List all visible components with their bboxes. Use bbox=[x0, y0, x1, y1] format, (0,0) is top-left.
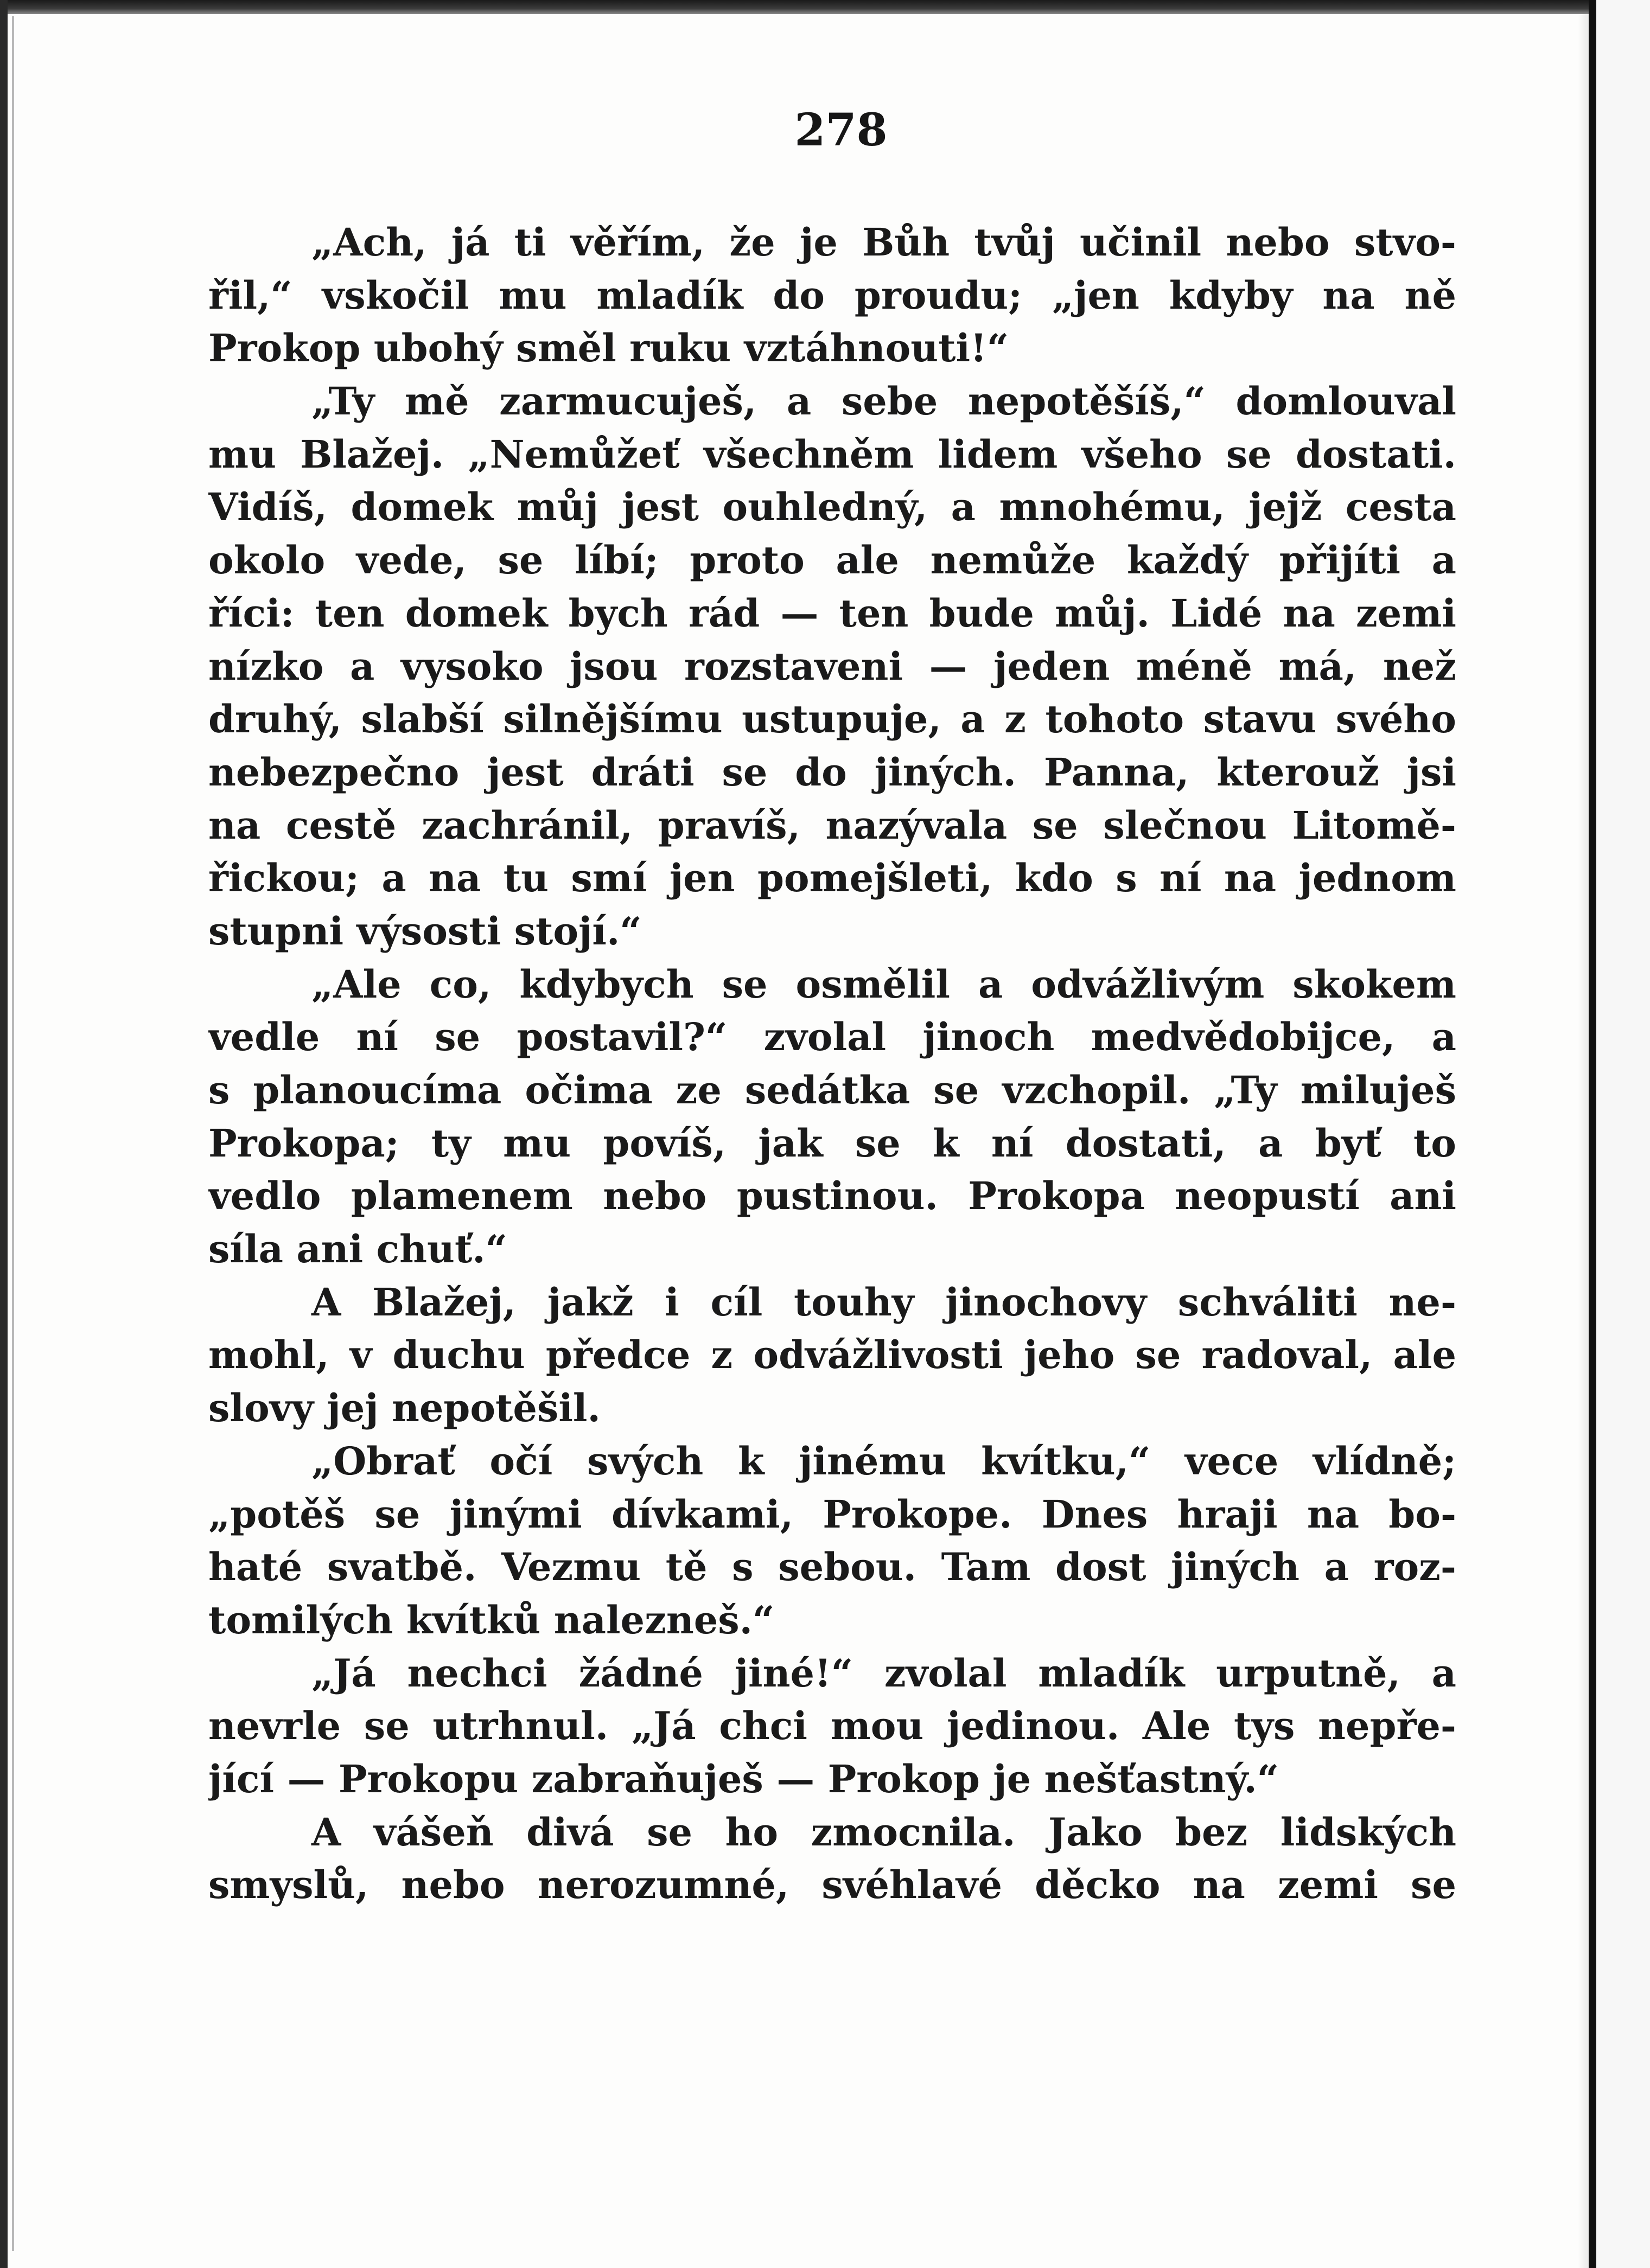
text-line: druhý, slabší silnějšímu ustupuje, a z tohoto stavu svého bbox=[208, 697, 1456, 742]
text-line: slovy jej nepotěšil. bbox=[208, 1385, 601, 1431]
text-line: „Ty mě zarmucuješ, a sebe nepotěšíš,“ domlouval bbox=[311, 379, 1456, 424]
text-line: Vidíš, domek můj jest ouhledný, a mnohému, jejž cesta bbox=[208, 484, 1456, 530]
text-line: okolo vede, se líbí; proto ale nemůže každý přijíti a bbox=[208, 538, 1456, 583]
scan-left-edge bbox=[0, 0, 8, 2268]
text-line: nevrle se utrhnul. „Já chci mou jedinou. Ale tys nepře- bbox=[208, 1703, 1456, 1749]
text-line: Prokop ubohý směl ruku vztáhnouti!“ bbox=[208, 325, 1009, 371]
text-line: „Ale co, kdybych se osmělil a odvážlivým skokem bbox=[311, 961, 1456, 1007]
text-line: Prokopa; ty mu povíš, jak se k ní dostati, a byť to bbox=[208, 1120, 1456, 1166]
text-line: řickou; a na tu smí jen pomejšleti, kdo s ní na jednom bbox=[208, 855, 1456, 901]
text-line: smyslů, nebo nerozumné, svéhlavé děcko na zemi se bbox=[208, 1862, 1456, 1908]
text-line: s planoucíma očima ze sedátka se vzchopil. „Ty miluješ bbox=[208, 1068, 1456, 1113]
text-line: nízko a vysoko jsou rozstaveni — jeden méně má, než bbox=[208, 643, 1456, 689]
scan-right-edge bbox=[1589, 0, 1596, 2268]
page-number: 278 bbox=[794, 104, 888, 156]
text-line: jící — Prokopu zabraňuješ — Prokop je nešťastný.“ bbox=[208, 1756, 1279, 1801]
scan-left-margin-line bbox=[12, 16, 14, 2251]
text-line: „potěš se jinými dívkami, Prokope. Dnes hraji na bo- bbox=[208, 1491, 1456, 1537]
text-line: „Já nechci žádné jiné!“ zvolal mladík urputně, a bbox=[311, 1650, 1456, 1696]
text-line: síla ani chuť.“ bbox=[208, 1226, 507, 1272]
text-line: na cestě zachránil, pravíš, nazývala se slečnou Litomě- bbox=[208, 802, 1456, 848]
text-line: stupni výsosti stojí.“ bbox=[208, 908, 642, 954]
text-line: haté svatbě. Vezmu tě s sebou. Tam dost jiných a roz- bbox=[208, 1544, 1456, 1590]
text-line: říci: ten domek bych rád — ten bude můj. Lidé na zemi bbox=[208, 590, 1456, 636]
text-line: vedlo plamenem nebo pustinou. Prokopa neopustí ani bbox=[208, 1173, 1456, 1219]
text-line: řil,“ vskočil mu mladík do proudu; „jen kdyby na ně bbox=[208, 272, 1456, 318]
body-text bbox=[208, 216, 1456, 1912]
text-line: nebezpečno jest dráti se do jiných. Panna, kterouž jsi bbox=[208, 749, 1456, 795]
text-line: mohl, v duchu předce z odvážlivosti jeho se radoval, ale bbox=[208, 1332, 1456, 1378]
text-line: „Ach, já ti věřím, že je Bůh tvůj učinil nebo stvo- bbox=[311, 220, 1456, 265]
text-line: „Obrať očí svých k jinému kvítku,“ vece vlídně; bbox=[311, 1438, 1456, 1484]
text-line: vedle ní se postavil?“ zvolal jinoch medvědobijce, a bbox=[208, 1014, 1456, 1060]
scan-right-margin bbox=[1596, 0, 1650, 2268]
text-line: tomilých kvítků nalezneš.“ bbox=[208, 1597, 775, 1643]
page-gutter-shadow bbox=[1578, 14, 1589, 2268]
text-line: mu Blažej. „Nemůžeť všechněm lidem všeho se dostati. bbox=[208, 431, 1456, 477]
text-line: A Blažej, jakž i cíl touhy jinochovy schváliti ne- bbox=[311, 1279, 1456, 1325]
scan-top-edge bbox=[0, 0, 1650, 14]
text-line: A vášeň divá se ho zmocnila. Jako bez lidských bbox=[311, 1809, 1456, 1855]
